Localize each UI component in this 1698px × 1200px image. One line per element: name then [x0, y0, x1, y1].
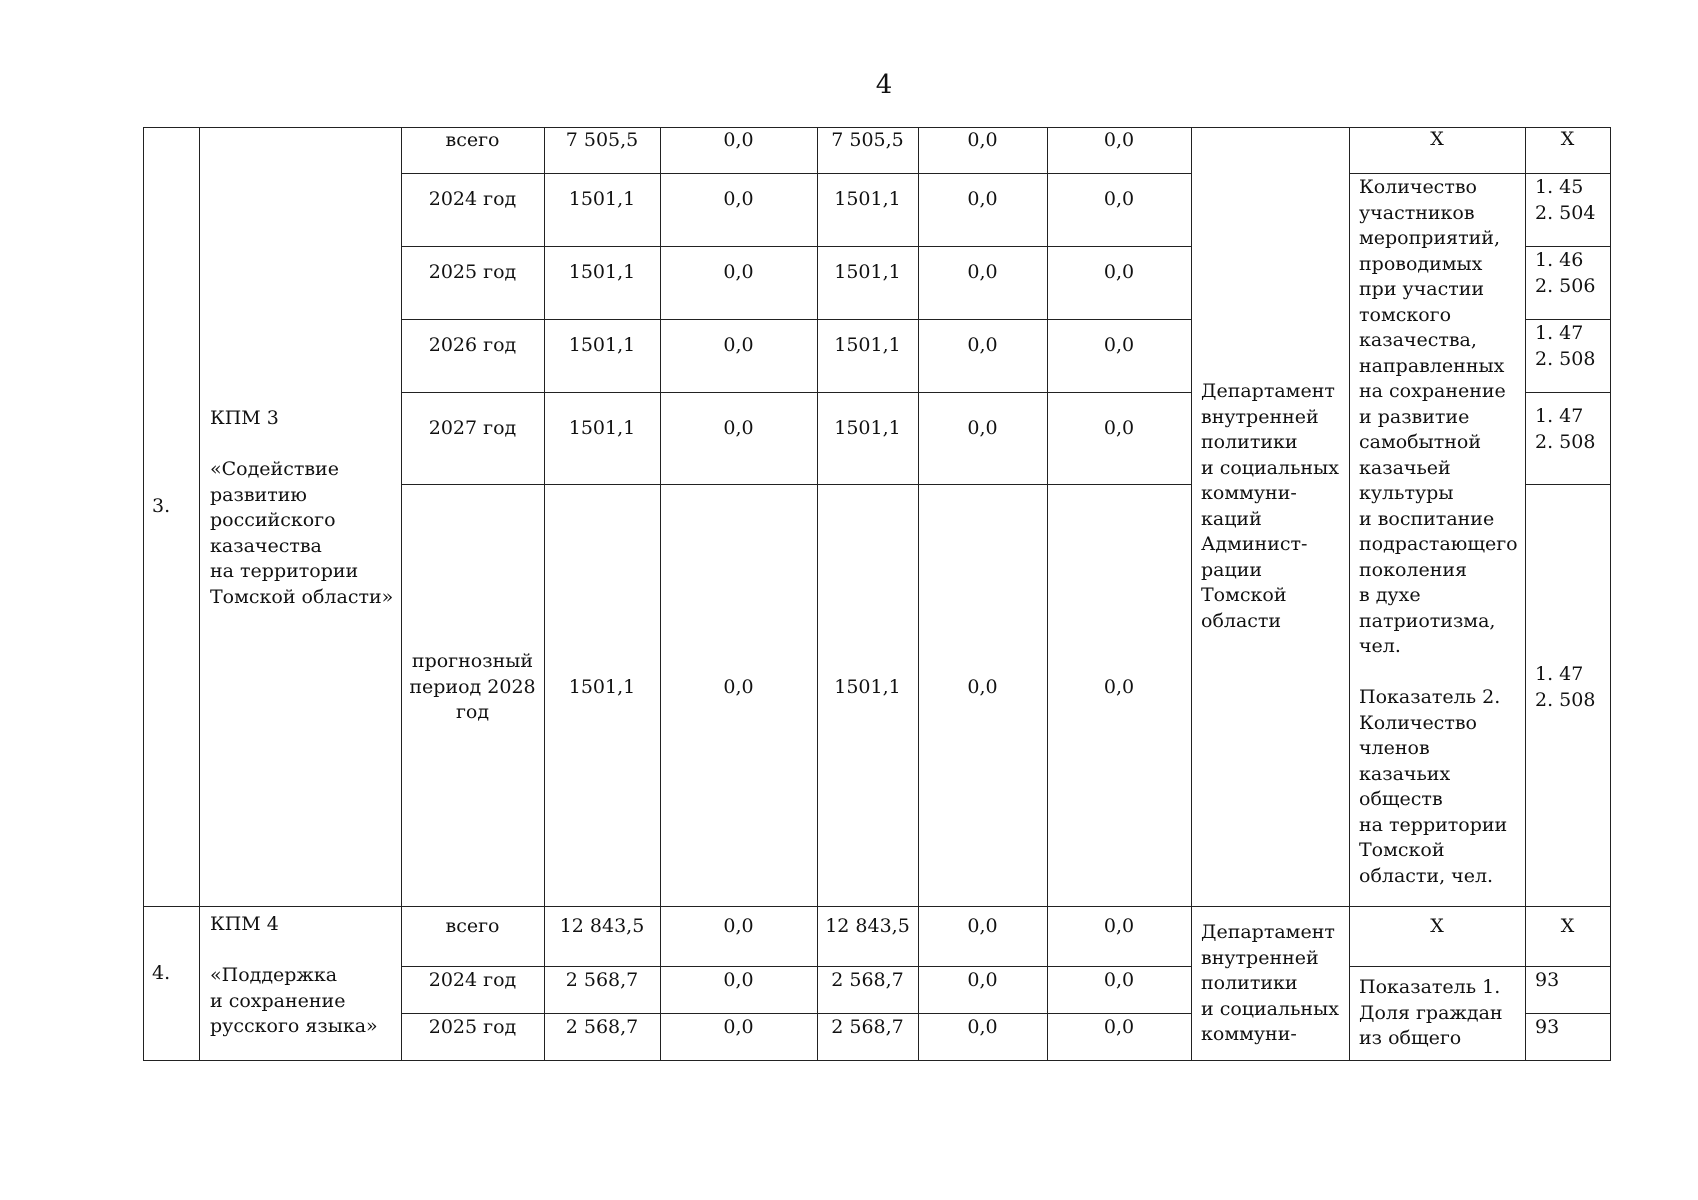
row-line	[401, 173, 1191, 174]
value-cell: 7 505,5	[831, 129, 904, 151]
period-label: всего	[445, 915, 500, 937]
value-cell: 0,0	[723, 334, 754, 356]
total-value: 1501,1	[568, 334, 636, 356]
target-value: 93	[1535, 1016, 1560, 1038]
value-cell: 2 568,7	[831, 969, 904, 991]
value-cell: 0,0	[967, 417, 998, 439]
total-value: 2 568,7	[565, 969, 639, 991]
col-line	[143, 127, 144, 1061]
indicator-header: Х	[1430, 128, 1444, 150]
value-cell: 0,0	[967, 334, 998, 356]
value-cell: 0,0	[1103, 188, 1135, 210]
value-cell: 0,0	[723, 417, 754, 439]
value-cell: 1501,1	[834, 676, 901, 698]
total-value: 1501,1	[568, 417, 636, 439]
target-value: 1. 47 2. 508	[1535, 322, 1596, 370]
value-cell: 0,0	[1103, 1016, 1135, 1038]
value-cell: 0,0	[723, 1016, 754, 1038]
col-line	[199, 127, 200, 1061]
table-border-bottom	[143, 1060, 1611, 1061]
value-cell: 0,0	[967, 676, 998, 698]
value-cell: 0,0	[967, 261, 998, 283]
value-cell: 0,0	[967, 129, 998, 151]
total-value: 12 843,5	[559, 915, 645, 937]
value-header: Х	[1560, 128, 1575, 150]
value-cell: 0,0	[723, 129, 754, 151]
row-line	[401, 484, 1191, 485]
value-cell: 0,0	[1103, 676, 1135, 698]
indicator-header: Х	[1430, 915, 1444, 937]
row-line	[1349, 966, 1610, 967]
row-line	[401, 319, 1191, 320]
target-value: 1. 46 2. 506	[1535, 249, 1596, 297]
row-line	[1525, 246, 1610, 247]
col-line	[1191, 127, 1192, 1061]
row-line	[1525, 1013, 1610, 1014]
period-label: 2025 год	[428, 1016, 517, 1038]
table-border-middle	[143, 906, 1611, 907]
value-cell: 0,0	[1103, 915, 1135, 937]
value-cell: 0,0	[723, 915, 754, 937]
responsible-org: Департамент внутренней политики и социальных коммуни-	[1201, 921, 1339, 1045]
value-cell: 2 568,7	[831, 1016, 904, 1038]
value-cell: 0,0	[1103, 129, 1135, 151]
indicator-text: Количество участников мероприятий, проводимых при участии томского казачества, направленных на сохранение и развитие самобытной казачьей культуры и воспитание подрастающего поколения в духе патриотизма, чел. Показатель 2. Количество членов казачьих обществ на территории Томской области, чел.	[1359, 176, 1518, 887]
total-value: 1501,1	[568, 188, 636, 210]
value-cell: 0,0	[723, 188, 754, 210]
period-label: прогнозный период 2028 год	[409, 650, 536, 723]
row-number: 3.	[152, 495, 171, 517]
row-line	[401, 1013, 1191, 1014]
total-value: 1501,1	[568, 261, 636, 283]
value-cell: 0,0	[723, 676, 754, 698]
row-line	[401, 246, 1191, 247]
responsible-org: Департамент внутренней политики и социальных коммуни- каций Админист- рации Томской области	[1201, 380, 1339, 632]
value-cell: 1501,1	[834, 261, 901, 283]
period-label: 2026 год	[428, 334, 517, 356]
total-value: 2 568,7	[565, 1016, 639, 1038]
value-cell: 0,0	[1103, 334, 1135, 356]
value-cell: 0,0	[967, 188, 998, 210]
value-cell: 0,0	[967, 969, 998, 991]
target-value: 1. 47 2. 508	[1535, 663, 1596, 711]
value-cell: 0,0	[1103, 417, 1135, 439]
row-line	[401, 966, 1191, 967]
value-cell: 1501,1	[834, 188, 901, 210]
value-cell: 0,0	[723, 261, 754, 283]
value-cell: 1501,1	[834, 334, 901, 356]
row-line	[1525, 392, 1610, 393]
value-cell: 0,0	[967, 915, 998, 937]
value-cell: 0,0	[1103, 261, 1135, 283]
page-number: 4	[875, 70, 893, 100]
target-value: 93	[1535, 969, 1560, 991]
value-cell: 0,0	[967, 1016, 998, 1038]
row-line	[1349, 173, 1610, 174]
row-line	[1525, 484, 1610, 485]
period-label: 2025 год	[428, 261, 517, 283]
target-value: 1. 45 2. 504	[1535, 176, 1596, 224]
row-number: 4.	[152, 962, 171, 984]
period-label: 2027 год	[428, 417, 517, 439]
period-label: всего	[445, 129, 500, 151]
value-cell: 0,0	[1103, 969, 1135, 991]
indicator-text: Показатель 1. Доля граждан из общего	[1359, 976, 1503, 1049]
row-line	[1525, 319, 1610, 320]
period-label: 2024 год	[428, 969, 517, 991]
value-cell: 0,0	[723, 969, 754, 991]
target-value: 1. 47 2. 508	[1535, 405, 1596, 453]
program-name: КПМ 4 «Поддержка и сохранение русского языка»	[210, 913, 378, 1037]
period-label: 2024 год	[428, 188, 517, 210]
row-line	[401, 392, 1191, 393]
value-header: Х	[1560, 915, 1575, 937]
value-cell: 1501,1	[834, 417, 901, 439]
total-value: 1501,1	[568, 676, 636, 698]
value-cell: 12 843,5	[825, 915, 910, 937]
col-line	[1610, 127, 1611, 1061]
program-name: КПМ 3 «Содействие развитию российского казачества на территории Томской области»	[210, 407, 394, 608]
total-value: 7 505,5	[565, 129, 639, 151]
